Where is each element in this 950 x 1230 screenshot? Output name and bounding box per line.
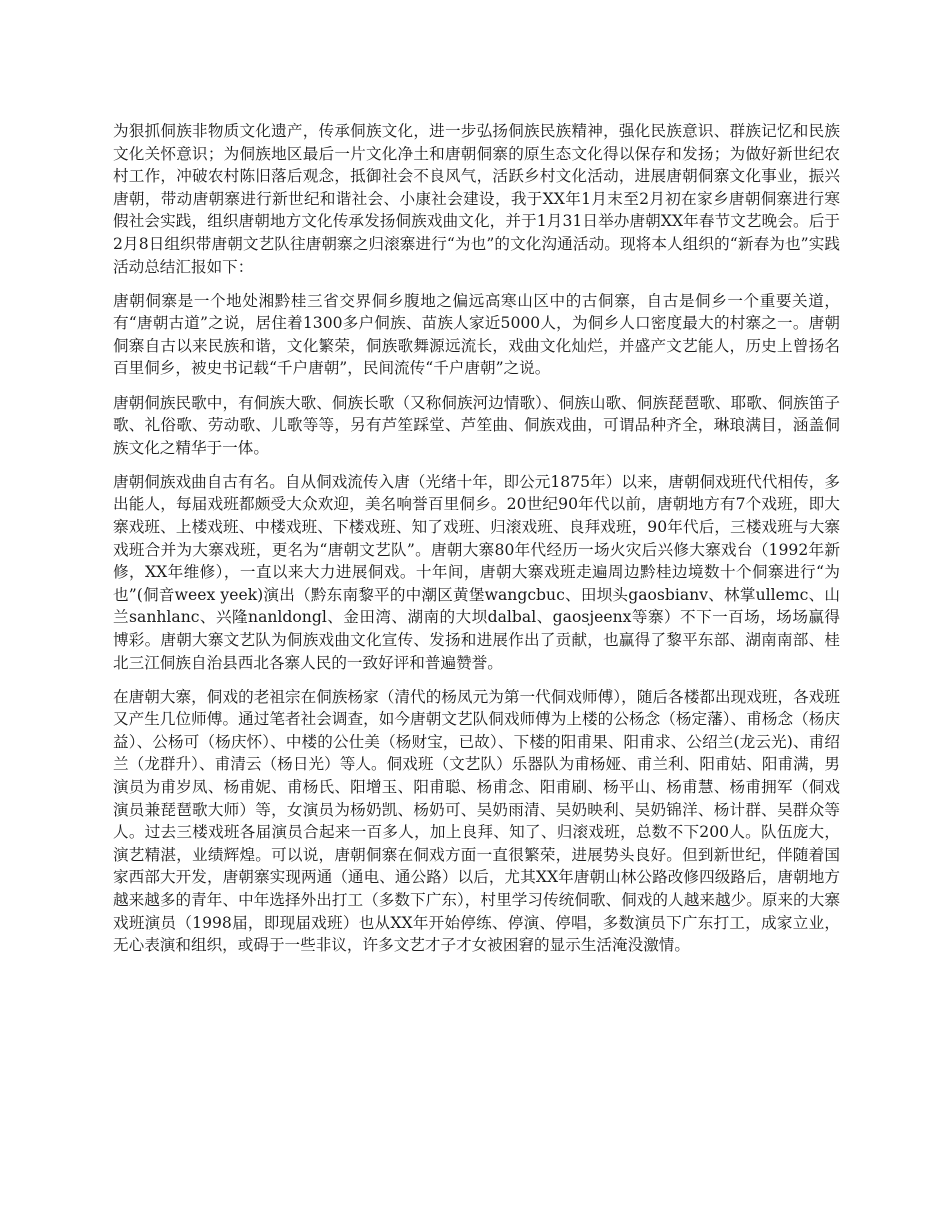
paragraph-folk-songs: 唐朝侗族民歌中，有侗族大歌、侗族长歌（又称侗族河边情歌）、侗族山歌、侗族琵琶歌、耶歌、侗族笛子歌、礼俗歌、劳动歌、儿歌等等，另有芦笙踩堂、芦笙曲、侗族戏曲，可谓品种齐全，琳琅满目，涵盖侗族文化之精华于一体。	[113, 393, 840, 457]
paragraph-dong-opera-history: 唐朝侗族戏曲自古有名。自从侗戏流传入唐（光绪十年，即公元1875年）以来，唐朝侗戏班代代相传，多出能人，每届戏班都颇受大众欢迎，美名响誉百里侗乡。20世纪90年代以前，唐朝地方有7个戏班，即大寨戏班、上楼戏班、中楼戏班、下楼戏班、知了戏班、归滚戏班、良拜戏班，90年代后，三楼戏班与大寨戏班合并为大寨戏班，更名为“唐朝文艺队”。唐朝大寨80年代经历一场火灾后兴修大寨戏台（1992年新修，XX年维修），一直以来大力进展侗戏。十年间，唐朝大寨戏班走遍周边黔桂边境数十个侗寨进行“为也”(侗音weex yeek)演出（黔东南黎平的中潮区黄堡wangcbuc、田坝头gaosbianv、林掌ullemc、山兰sanhlanc、兴隆nanldongl、金田湾、湖南的大坝dalbal、gaosjeenx等寨）不下一百场，场场赢得博彩。唐朝大寨文艺队为侗族戏曲文化宣传、发扬和进展作出了贡献，也赢得了黎平东部、湖南南部、桂北三江侗族自治县西北各寨人民的一致好评和普遍赞誉。	[113, 472, 840, 672]
paragraph-opera-masters: 在唐朝大寨，侗戏的老祖宗在侗族杨家（清代的杨凤元为第一代侗戏师傅），随后各楼都出现戏班，各戏班又产生几位师傅。通过笔者社会调查，如今唐朝文艺队侗戏师傅为上楼的公杨念（杨定藩）、甫杨念（杨庆益）、公杨可（杨庆怀）、中楼的公仕美（杨财宝，已故）、下楼的阳甫果、阳甫求、公绍兰(龙云光)、甫绍兰（龙群升）、甫清云（杨日光）等人。侗戏班（文艺队）乐器队为甫杨娅、甫兰利、阳甫姑、阳甫满，男演员为甫岁凤、杨甫妮、甫杨氏、阳增玉、阳甫聪、杨甫念、阳甫刷、杨平山、杨甫慧、杨甫拥军（侗戏演员兼琵琶歌大师）等，女演员为杨奶凯、杨奶可、吴奶雨清、吴奶映利、吴奶锦洋、杨计群、吴群众等人。过去三楼戏班各届演员合起来一百多人，加上良拜、知了、归滚戏班，总数不下200人。队伍庞大，演艺精湛，业绩辉煌。可以说，唐朝侗寨在侗戏方面一直很繁荣，进展势头良好。但到新世纪，伴随着国家西部大开发，唐朝寨实现两通（通电、通公路）以后，尤其XX年唐朝山林公路改修四级路后，唐朝地方越来越多的青年、中年选择外出打工（多数下广东），村里学习传统侗歌、侗戏的人越来越少。原来的大寨戏班演员（1998届，即现届戏班）也从XX年开始停练、停演、停唱，多数演员下广东打工，成家立业，无心表演和组织，或碍于一些非议，许多文艺才子才女被困窘的显示生活淹没激情。	[113, 687, 840, 955]
paragraph-intro: 为狠抓侗族非物质文化遗产，传承侗族文化，进一步弘扬侗族民族精神，强化民族意识、群族记忆和民族文化关怀意识；为侗族地区最后一片文化净土和唐朝侗寨的原生态文化得以保存和发扬；为做好新世纪农村工作，冲破农村陈旧落后观念，抵御社会不良风气，活跃乡村文化活动，进展唐朝侗寨文化事业，振兴唐朝，带动唐朝寨进行新世纪和谐社会、小康社会建设，我于XX年1月末至2月初在家乡唐朝侗寨进行寒假社会实践，组织唐朝地方文化传承发扬侗族戏曲文化，并于1月31日举办唐朝XX年春节文艺晚会。后于2月8日组织带唐朝文艺队往唐朝寨之归滚寨进行“为也”的文化沟通活动。现将本人组织的“新春为也”实践活动总结汇报如下：	[113, 122, 840, 276]
paragraph-tangchao-village: 唐朝侗寨是一个地处湘黔桂三省交界侗乡腹地之偏远高寒山区中的古侗寨，自古是侗乡一个重要关道，有“唐朝古道”之说，居住着1300多户侗族、苗族人家近5000人，为侗乡人口密度最大的村寨之一。唐朝侗寨自古以来民族和谐，文化繁荣，侗族歌舞源远流长，戏曲文化灿烂，并盛产文艺能人，历史上曾扬名百里侗乡，被史书记载“千户唐朝”，民间流传“千户唐朝”之说。	[113, 291, 840, 378]
document-body	[113, 120, 840, 957]
